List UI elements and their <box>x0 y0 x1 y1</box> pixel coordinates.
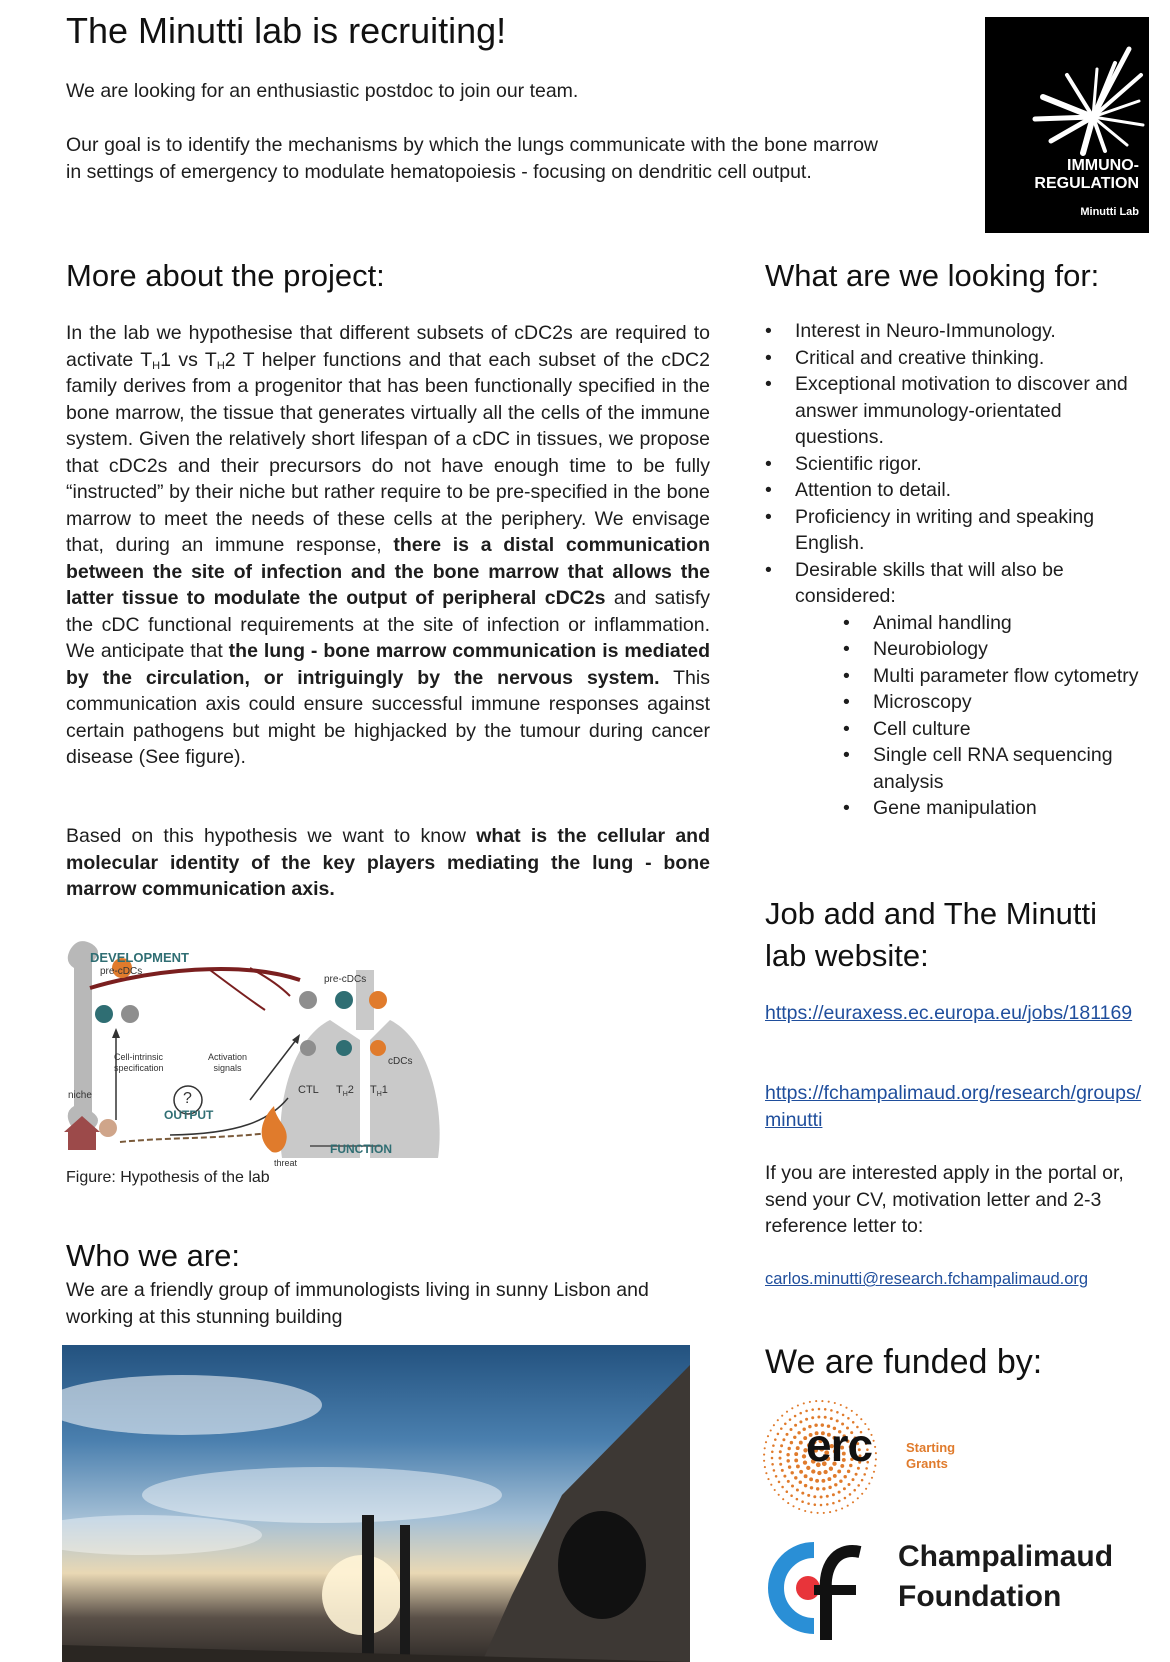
erc-dot <box>796 1446 800 1450</box>
erc-dot <box>781 1415 783 1417</box>
figure-label-cdcs: cDCs <box>388 1056 413 1067</box>
erc-dot <box>765 1441 767 1443</box>
erc-dot <box>796 1464 800 1468</box>
figure-label-output: OUTPUT <box>164 1108 214 1122</box>
erc-dot <box>794 1424 797 1427</box>
erc-dot <box>777 1419 779 1421</box>
erc-dot <box>820 1496 823 1499</box>
erc-dot <box>861 1493 863 1495</box>
email-link[interactable]: carlos.minutti@research.fchampalimaud.org <box>765 1270 1089 1288</box>
erc-dot <box>833 1474 837 1478</box>
apply-text: If you are interested apply in the portal or, send your CV, motivation letter and 2-3 reference letter to: <box>765 1162 1124 1237</box>
erc-dot <box>787 1480 790 1483</box>
erc-dot <box>827 1477 831 1481</box>
champalimaud-logo-icon <box>764 1540 874 1640</box>
list-item: • Attention to detail. <box>765 477 1155 504</box>
figure-label-function: FUNCTION <box>330 1142 392 1156</box>
erc-dot <box>843 1475 846 1478</box>
list-item: • Interest in Neuro-Immunology. <box>765 318 1155 345</box>
intro-text: We are looking for an enthusiastic postdoc to join our team. <box>66 80 579 102</box>
erc-dot <box>852 1478 855 1481</box>
figure-label-th1: $T_H1$ <box>370 1084 388 1098</box>
figure-label-th2: $T_H2$ <box>336 1084 354 1098</box>
erc-dot <box>815 1479 819 1483</box>
erc-dot <box>804 1474 808 1478</box>
erc-dot <box>829 1511 831 1513</box>
erc-dot <box>814 1503 817 1506</box>
list-item: • Single cell RNA sequencing analysis <box>843 742 1155 795</box>
figure-label-precdcs-right: pre-cDCs <box>324 974 367 985</box>
erc-dot <box>820 1504 823 1507</box>
erc-dot <box>810 1511 812 1513</box>
erc-dot <box>801 1500 804 1503</box>
who-text: We are a friendly group of immunologists living in sunny Lisbon and working at this stunning building <box>66 1279 649 1328</box>
erc-dot <box>781 1486 784 1489</box>
looking-heading: What are we looking for: <box>765 258 1100 293</box>
erc-dot <box>813 1495 816 1498</box>
erc-dot <box>786 1411 788 1413</box>
list-item: • Neurobiology <box>843 636 1155 663</box>
erc-dot <box>790 1428 793 1431</box>
erc-dot <box>821 1479 825 1483</box>
erc-dot <box>857 1497 859 1499</box>
erc-dot <box>863 1473 866 1476</box>
erc-dot <box>807 1494 810 1497</box>
erc-dot <box>810 1486 813 1489</box>
requirements-list <box>765 318 1155 822</box>
erc-dot <box>836 1411 839 1414</box>
erc-dot <box>855 1473 858 1476</box>
erc-dot <box>773 1424 775 1426</box>
erc-dot <box>801 1492 804 1495</box>
figure-label-niche: niche <box>68 1090 92 1101</box>
erc-dot <box>832 1502 835 1505</box>
list-item: • Proficiency in writing and speaking English. <box>765 504 1155 557</box>
list-item: • Exceptional motivation to discover and answer immunology-orientated questions. <box>765 371 1155 451</box>
erc-dot <box>794 1458 798 1462</box>
erc-dot <box>845 1407 847 1409</box>
erc-dot <box>793 1436 796 1439</box>
erc-dot <box>832 1493 835 1496</box>
erc-dot <box>796 1489 799 1492</box>
erc-dot <box>771 1451 774 1454</box>
figure-label-activation: Activation signals <box>208 1052 248 1073</box>
erc-dot <box>842 1414 845 1417</box>
figure-label-precdcs-left: pre-cDCs <box>100 966 143 977</box>
erc-dot <box>826 1495 829 1498</box>
erc-dot <box>789 1418 792 1421</box>
erc-dot <box>774 1438 777 1441</box>
goal-text: Our goal is to identify the mechanisms by which the lungs communicate with the bone marrow in settings of emergency to modulate hematopoiesis - focusing on dendritic cell output. <box>66 134 878 183</box>
erc-dot <box>875 1458 877 1460</box>
hypothesis-figure <box>60 930 460 1170</box>
erc-dot <box>821 1400 823 1402</box>
erc-dot <box>844 1497 847 1500</box>
erc-logo-text: erc <box>806 1419 873 1471</box>
erc-dot <box>770 1429 772 1431</box>
erc-dot <box>823 1512 825 1514</box>
erc-dot <box>770 1484 772 1486</box>
list-item: • Animal handling <box>843 610 1155 637</box>
erc-dot <box>822 1487 825 1490</box>
erc-dot <box>871 1477 873 1479</box>
erc-dot <box>824 1408 827 1411</box>
erc-dot <box>799 1412 802 1415</box>
erc-dot <box>774 1489 776 1491</box>
erc-dot <box>767 1478 769 1480</box>
erc-dot <box>874 1446 876 1448</box>
erc-dot <box>787 1502 789 1504</box>
erc-dot <box>830 1409 833 1412</box>
erc-dot <box>848 1483 851 1486</box>
erc-dot <box>780 1444 783 1447</box>
list-item: • Gene manipulation <box>843 795 1155 822</box>
skills-sublist <box>795 610 1155 822</box>
erc-dot <box>838 1500 841 1503</box>
erc-dot <box>782 1498 784 1500</box>
erc-dot <box>790 1471 793 1474</box>
project-paragraph-1: In the lab we hypothesise that different subsets of cDC2s are required to activate $T_H1$ vs $T_H2$ T helper functions and that each subset of the cDC2 family derives from a progenitor that has been functionally specified in the bone marrow, the tissue that generates virtually all the cells of the immune system. Given the relatively short lifespan of a cDC in tissues, we propose that cDC2s and their precursors do not have enough time to be fully “instructed” by their niche but rather require to be pre-specified in the bone marrow to meet the needs of these cells at the periphery. We envisage that, during an immune response, there is a distal communication between the site of infection and the bone marrow that allows the latter tissue to modulate the output of peripheral cDC2s and satisfy the cDC functional requirements at the site of infection or inflammation. We anticipate that the lung - bone marrow communication is mediated by the circulation, or intriguingly by the nervous system. This communication axis could ensure successful immune responses against certain pathogens but might be highjacked by the tumour during cancer disease (See figure). <box>66 322 711 768</box>
erc-dot <box>779 1450 782 1453</box>
erc-dot <box>778 1494 780 1496</box>
erc-dot <box>817 1512 819 1514</box>
erc-dot <box>852 1501 854 1503</box>
erc-dot <box>799 1420 802 1423</box>
erc-dot <box>815 1400 817 1402</box>
list-item: • Scientific rigor. <box>765 451 1155 478</box>
erc-dot <box>865 1488 867 1490</box>
erc-dot <box>775 1475 778 1478</box>
erc-dot <box>804 1484 807 1487</box>
page-title: The Minutti lab is recruiting! <box>66 10 507 51</box>
erc-dot <box>797 1431 800 1434</box>
erc-dot <box>834 1402 836 1404</box>
erc-dot <box>791 1485 794 1488</box>
building-photo <box>62 1345 690 1662</box>
project-paragraph-2: Based on this hypothesis we want to know what is the cellular and molecular identity of the key players mediating the lung - bone marrow communication axis. <box>66 825 711 900</box>
erc-dot <box>803 1402 805 1404</box>
list-item: • Microscopy <box>843 689 1155 716</box>
erc-dot <box>782 1438 785 1441</box>
list-item: • Multi parameter flow cytometry <box>843 663 1155 690</box>
erc-dot <box>797 1404 799 1406</box>
erc-dot <box>763 1454 765 1456</box>
erc-dot <box>784 1423 787 1426</box>
erc-dot <box>771 1463 774 1466</box>
erc-dot <box>839 1479 842 1482</box>
erc-dot <box>818 1408 821 1411</box>
who-heading: Who we are: <box>66 1238 241 1273</box>
figure-label-development: DEVELOPMENT <box>90 950 189 965</box>
erc-dot <box>779 1463 782 1466</box>
figure-label-cell-intrinsic: Cell-intrinsic specification <box>114 1052 164 1073</box>
erc-dot <box>816 1487 819 1490</box>
erc-dot <box>788 1465 791 1468</box>
euraxess-link[interactable]: https://euraxess.ec.europa.eu/jobs/181169 <box>765 1002 1133 1024</box>
erc-dot <box>772 1444 775 1447</box>
erc-dot <box>794 1476 797 1479</box>
erc-dot <box>799 1441 803 1445</box>
erc-dot <box>796 1498 799 1501</box>
erc-dot <box>875 1452 877 1454</box>
figure-label-threat: threat <box>274 1158 298 1168</box>
figure-question-mark: ? <box>183 1090 192 1107</box>
erc-dot <box>809 1477 813 1481</box>
figure-label-ctl: CTL <box>298 1084 319 1096</box>
erc-dot <box>767 1435 769 1437</box>
erc-dot <box>783 1475 786 1478</box>
list-item: • Cell culture <box>843 716 1155 743</box>
project-heading: More about the project: <box>66 258 385 293</box>
lab-logo <box>985 17 1149 233</box>
erc-dot <box>773 1469 776 1472</box>
erc-dot <box>786 1490 789 1493</box>
champalimaud-link[interactable]: https://fchampalimaud.org/research/groups/minutti <box>765 1082 1142 1131</box>
erc-dot <box>828 1401 830 1403</box>
erc-dot <box>799 1480 802 1483</box>
erc-dot <box>798 1508 800 1510</box>
erc-dot <box>790 1441 793 1444</box>
champalimaud-text: Champalimaud Foundation <box>898 1540 1114 1613</box>
erc-dot <box>826 1503 829 1506</box>
erc-dot <box>828 1486 831 1489</box>
erc-dot <box>856 1414 858 1416</box>
figure-caption: Figure: Hypothesis of the lab <box>66 1169 270 1186</box>
erc-dot <box>804 1510 806 1512</box>
erc-dot <box>851 1410 853 1412</box>
erc-dot <box>809 1401 811 1403</box>
erc-dot <box>794 1452 798 1456</box>
erc-dot <box>838 1491 841 1494</box>
erc-dot <box>873 1440 875 1442</box>
erc-subtitle: Starting Grants <box>906 1440 956 1471</box>
erc-dot <box>764 1466 766 1468</box>
erc-dot <box>794 1415 797 1418</box>
erc-dot <box>847 1505 849 1507</box>
logo-subtitle: Minutti Lab <box>1080 206 1139 218</box>
erc-dot <box>792 1505 794 1507</box>
erc-dot <box>787 1447 790 1450</box>
erc-dot <box>849 1493 852 1496</box>
erc-dot <box>853 1489 856 1492</box>
erc-dot <box>780 1427 783 1430</box>
logo-title: IMMUNO- REGULATION <box>1034 157 1139 192</box>
erc-dot <box>786 1433 789 1436</box>
erc-dot <box>843 1487 846 1490</box>
erc-dot <box>779 1457 782 1460</box>
erc-dot <box>764 1447 766 1449</box>
erc-dot <box>765 1472 767 1474</box>
erc-dot <box>811 1408 814 1411</box>
erc-dot <box>840 1404 842 1406</box>
erc-dot <box>781 1469 784 1472</box>
erc-dot <box>786 1453 789 1456</box>
erc-dot <box>868 1482 870 1484</box>
erc-dot <box>873 1471 875 1473</box>
erc-dot <box>790 1494 793 1497</box>
starburst-icon <box>1031 45 1149 157</box>
erc-dot <box>861 1479 864 1482</box>
erc-dot <box>857 1484 860 1487</box>
erc-dot <box>874 1465 876 1467</box>
job-heading: Job add and The Minutti lab website: <box>765 896 1098 973</box>
funded-heading: We are funded by: <box>765 1343 1043 1381</box>
erc-dot <box>786 1459 789 1462</box>
erc-dot <box>799 1470 803 1474</box>
erc-dot <box>807 1502 810 1505</box>
erc-dot <box>835 1510 837 1512</box>
list-item: • Desirable skills that will also be considered: • Animal handling • Neurobiology • Multi parameter flow cytometry • Microscopy • Cell culture • Single cell RNA sequencing analysis • Gene manipulation <box>765 557 1155 822</box>
erc-dot <box>805 1410 808 1413</box>
erc-dot <box>763 1460 765 1462</box>
erc-dot <box>791 1407 793 1409</box>
building-illustration <box>62 1345 690 1662</box>
erc-dot <box>777 1433 780 1436</box>
erc-dot <box>778 1481 781 1484</box>
erc-dot <box>834 1483 837 1486</box>
list-item: • Critical and creative thinking. <box>765 345 1155 372</box>
erc-dot <box>771 1457 774 1460</box>
erc-dot <box>841 1507 843 1509</box>
